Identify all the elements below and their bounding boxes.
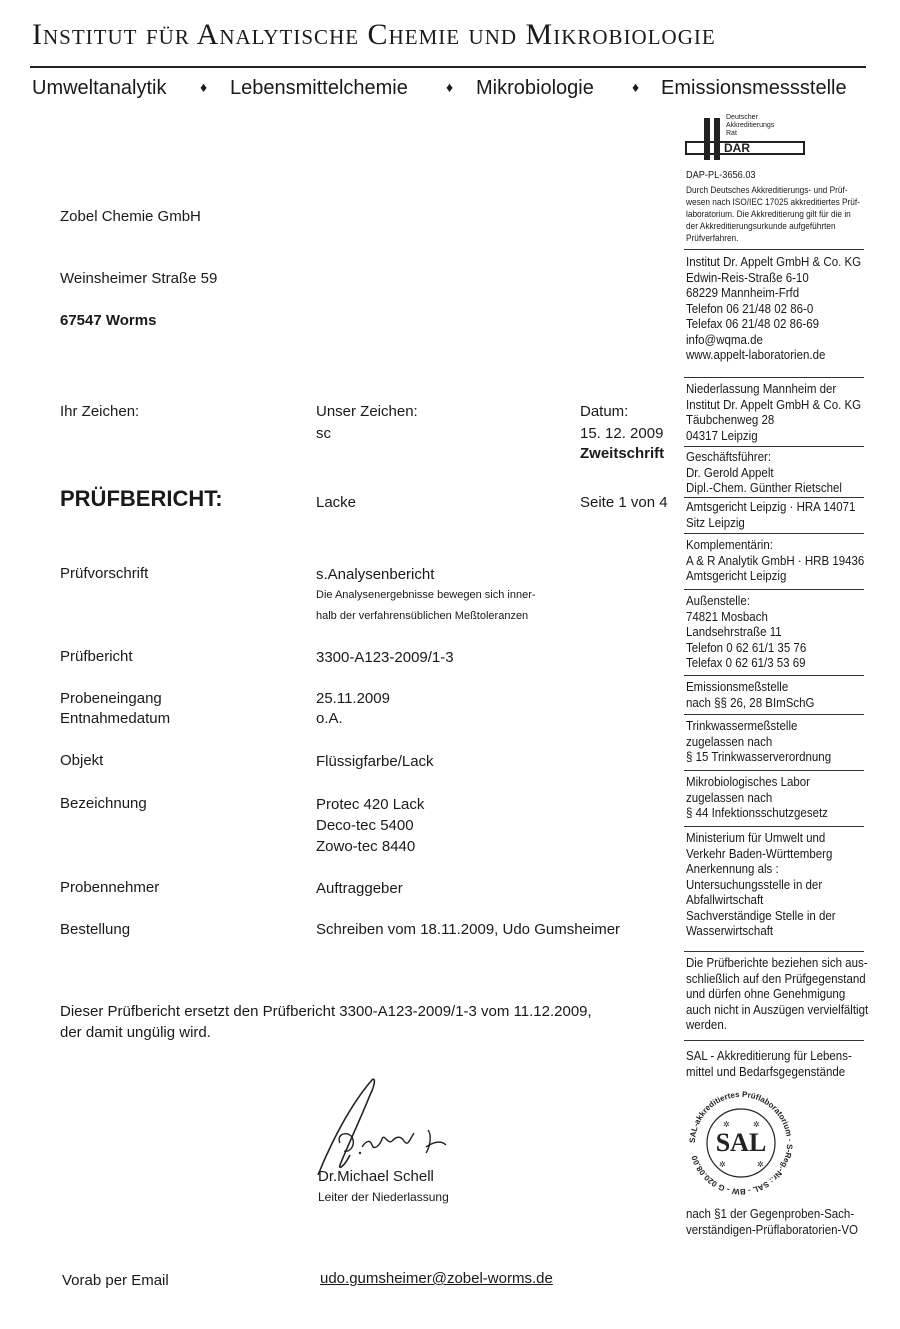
email-link[interactable]: udo.gumsheimer@zobel-worms.de bbox=[320, 1270, 553, 1287]
svg-text:✲: ✲ bbox=[757, 1160, 764, 1169]
datum-value: 15. 12. 2009 bbox=[580, 425, 664, 442]
sidebar-rule bbox=[684, 249, 864, 250]
row-value-objekt: Flüssigfarbe/Lack bbox=[316, 753, 434, 770]
sidebar-rule bbox=[684, 714, 864, 715]
department-mikrobiologie: Mikrobiologie bbox=[476, 77, 594, 99]
dar-code: DAP-PL-3656.03 bbox=[686, 170, 756, 181]
sal-seal-letters: SAL bbox=[715, 1128, 767, 1157]
row-label-pruefbericht: Prüfbericht bbox=[60, 648, 133, 665]
row-value-entnahmedatum: o.A. bbox=[316, 710, 343, 727]
sidebar-block-aussenstelle: Außenstelle: 74821 Mosbach Landsehrstraße 11 Telefon 0 62 61/1 35 76 Telefax 0 62 61/3 53 69 bbox=[686, 594, 807, 670]
copy-note: Zweitschrift bbox=[580, 445, 665, 462]
tolerance-note-line: Die Analysenergebnisse bewegen sich inner- bbox=[316, 589, 536, 601]
row-value-pruefvorschrift: s.Analysenbericht bbox=[316, 566, 435, 583]
row-value-probennehmer: Auftraggeber bbox=[316, 880, 403, 897]
unser-zeichen-label: Unser Zeichen: bbox=[316, 403, 418, 420]
sidebar-rule bbox=[684, 497, 864, 498]
dar-letters: DAR bbox=[724, 141, 750, 155]
ihr-zeichen-label: Ihr Zeichen: bbox=[60, 403, 140, 420]
row-label-bezeichnung: Bezeichnung bbox=[60, 795, 147, 812]
institute-title: Institut für Analytische Chemie und Mikrobiologie bbox=[32, 18, 716, 51]
svg-text:✲: ✲ bbox=[753, 1120, 760, 1129]
row-value-bezeichnung-3: Zowo-tec 8440 bbox=[316, 838, 416, 855]
sidebar-block-mikrobiologie: Mikrobiologisches Labor zugelassen nach § 44 Infektionsschutzgesetz bbox=[686, 775, 828, 820]
row-value-bezeichnung-1: Protec 420 Lack bbox=[316, 796, 425, 813]
dar-note: Durch Deutsches Akkreditierungs- und Prüf- wesen nach ISO/IEC 17025 akkreditiertes Prüf- laboratorium. Die Akkreditierung gilt für die in der Akkreditierungsurkunde aufgeführten Prüfverfahren. bbox=[686, 185, 860, 243]
recipient-company: Zobel Chemie GmbH bbox=[60, 208, 201, 225]
sidebar-block-niederlassung: Niederlassung Mannheim der Institut Dr. Appelt GmbH & Co. KG Täubchenweg 28 04317 Leipzig bbox=[686, 382, 862, 443]
row-value-probeneingang: 25.11.2009 bbox=[316, 690, 390, 707]
sidebar-rule bbox=[684, 770, 864, 771]
row-label-entnahmedatum: Entnahmedatum bbox=[60, 710, 171, 727]
unser-zeichen-value: sc bbox=[316, 425, 331, 442]
header-rule bbox=[30, 66, 866, 68]
sal-seal-graphic bbox=[683, 1085, 799, 1201]
separator-icon: ♦ bbox=[632, 79, 640, 95]
sidebar-block-disclaimer: Die Prüfberichte beziehen sich aus- schließlich auf den Prüfgegenstand und dürfen ohne Genehmigung auch nicht in Auszügen vervielfältigt werden. bbox=[686, 956, 869, 1032]
recipient-street: Weinsheimer Straße 59 bbox=[60, 270, 218, 287]
row-label-bestellung: Bestellung bbox=[60, 921, 131, 938]
sidebar-rule bbox=[684, 951, 864, 952]
row-value-pruefbericht: 3300-A123-2009/1-3 bbox=[316, 649, 454, 666]
tolerance-note-line: halb der verfahrensüblichen Meßtoleranzen bbox=[316, 610, 529, 622]
datum-label: Datum: bbox=[580, 403, 629, 420]
sidebar-block-management: Geschäftsführer: Dr. Gerold Appelt Dipl.-Chem. Günther Rietschel bbox=[686, 450, 842, 495]
row-label-probennehmer: Probennehmer bbox=[60, 879, 160, 896]
dar-logo-text: Deutscher Akkreditierungs Rat bbox=[726, 114, 775, 137]
sidebar-rule bbox=[684, 446, 864, 447]
recipient-city: 67547 Worms bbox=[60, 312, 157, 329]
sidebar-block-sal: SAL - Akkreditierung für Lebens- mittel und Bedarfsgegenstände bbox=[686, 1049, 852, 1079]
sidebar-block-trinkwasser: Trinkwassermeßstelle zugelassen nach § 15 Trinkwasserverordnung bbox=[686, 719, 832, 764]
sal-seal-ring-text: SAL-akkreditiertes Prüflaboratorium · S-Reg.-Nr.: SAL - BW - G 020.08.00 bbox=[687, 1089, 795, 1197]
email-label: Vorab per Email bbox=[62, 1272, 169, 1289]
row-label-objekt: Objekt bbox=[60, 752, 104, 769]
sidebar-block-institute: Institut Dr. Appelt GmbH & Co. KG Edwin-Reis-Straße 6-10 68229 Mannheim-Frfd Telefon 06 21/48 02 86-0 Telefax 06 21/48 02 86-69 info@wqma.de www.appelt-laboratorien.de bbox=[686, 255, 862, 362]
sidebar-rule bbox=[684, 675, 864, 676]
dar-logo bbox=[684, 114, 814, 164]
sidebar-rule bbox=[684, 533, 864, 534]
row-label-probeneingang: Probeneingang bbox=[60, 690, 162, 707]
sidebar-block-court: Amtsgericht Leipzig · HRA 14071 Sitz Leipzig bbox=[686, 500, 856, 530]
signatory-name: Dr.Michael Schell bbox=[318, 1168, 434, 1185]
row-label-pruefvorschrift: Prüfvorschrift bbox=[60, 565, 149, 582]
sidebar-rule bbox=[684, 377, 864, 378]
report-title: PRÜFBERICHT: bbox=[60, 486, 223, 511]
signatory-role: Leiter der Niederlassung bbox=[318, 1190, 449, 1204]
sal-seal bbox=[683, 1085, 799, 1201]
sidebar-block-komplementaerin: Komplementärin: A & R Analytik GmbH · HRB 19436 Amtsgericht Leipzig bbox=[686, 538, 865, 583]
sidebar-rule bbox=[684, 826, 864, 827]
sidebar-block-ministerium: Ministerium für Umwelt und Verkehr Baden-Württemberg Anerkennung als : Untersuchungsstelle in der Abfallwirtschaft Sachverständige Stelle in der Wasserwirtschaft bbox=[686, 831, 836, 938]
sidebar-rule bbox=[684, 1040, 864, 1041]
replacement-note-line: der damit ungülig wird. bbox=[60, 1024, 211, 1041]
svg-text:✲: ✲ bbox=[719, 1160, 726, 1169]
department-umweltanalytik: Umweltanalytik bbox=[32, 77, 167, 99]
department-emissionsmessstelle: Emissionsmessstelle bbox=[661, 77, 847, 99]
replacement-note-line: Dieser Prüfbericht ersetzt den Prüfbericht 3300-A123-2009/1-3 vom 11.12.2009, bbox=[60, 1003, 592, 1020]
separator-icon: ♦ bbox=[446, 79, 454, 95]
sidebar-bottom-note: nach §1 der Gegenproben-Sach- verständigen-Prüflaboratorien-VO bbox=[686, 1207, 858, 1237]
report-subject: Lacke bbox=[316, 494, 357, 511]
separator-icon: ♦ bbox=[200, 79, 208, 95]
sidebar-block-emission: Emissionsmeßstelle nach §§ 26, 28 BImSchG bbox=[686, 680, 815, 710]
department-lebensmittelchemie: Lebensmittelchemie bbox=[230, 77, 408, 99]
page-indicator: Seite 1 von 4 bbox=[580, 494, 668, 511]
row-value-bezeichnung-2: Deco-tec 5400 bbox=[316, 817, 414, 834]
svg-text:✲: ✲ bbox=[723, 1120, 730, 1129]
sidebar-rule bbox=[684, 589, 864, 590]
row-value-bestellung: Schreiben vom 18.11.2009, Udo Gumsheimer bbox=[316, 921, 621, 938]
